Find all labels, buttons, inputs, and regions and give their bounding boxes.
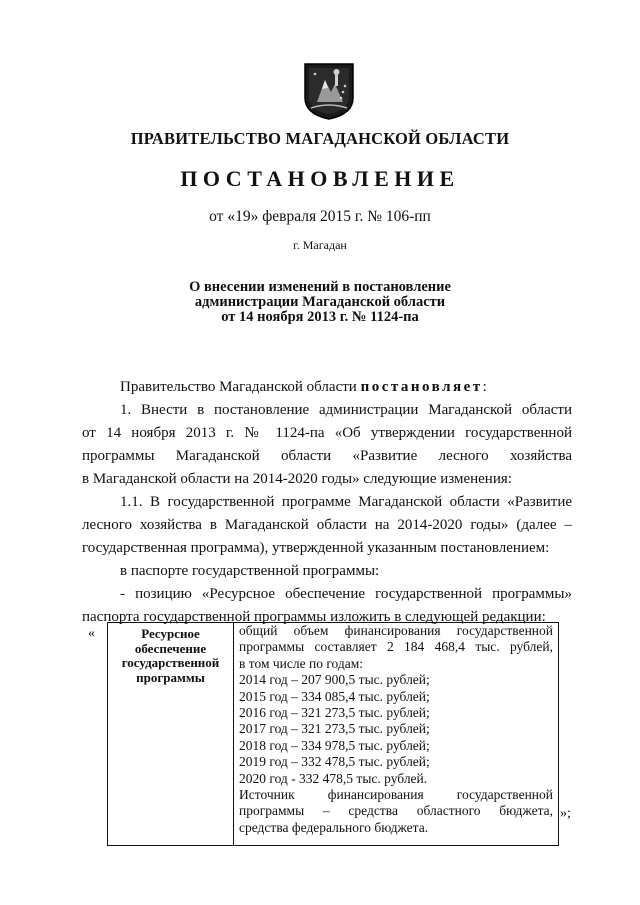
year-funding-line: 2016 год – 321 273,5 тыс. рублей; — [239, 705, 430, 721]
table-label-cell — [108, 623, 234, 845]
preamble-text: Правительство Магаданской области — [120, 379, 361, 395]
text-line: 1. Внести в постановление администрации Магаданской области — [120, 402, 572, 418]
coat-of-arms-icon — [303, 62, 355, 120]
label-line: государственной — [121, 655, 220, 670]
year-funding-line: 2018 год – 334 978,5 тыс. рублей; — [239, 737, 430, 753]
subject-line: О внесении изменений в постановление — [189, 279, 451, 295]
label-line: Ресурсное — [141, 626, 200, 641]
value-line: программы составляет 2 184 468,4 тыс. рублей, — [239, 639, 553, 655]
government-title: ПРАВИТЕЛЬСТВО МАГАДАНСКОЙ ОБЛАСТИ — [130, 129, 510, 148]
text-line: лесного хозяйства в Магаданской области на 2014-2020 годы» (далее – — [82, 517, 572, 533]
document-city: г. Магадан — [293, 238, 347, 252]
year-funding-line: 2015 год – 334 085,4 тыс. рублей; — [239, 688, 430, 704]
label-line: программы — [136, 669, 205, 685]
text-line: - позицию «Ресурсное обеспечение государственной программы» — [120, 586, 572, 602]
document-date-number: от «19» февраля 2015 г. № 106-пп — [209, 208, 431, 225]
paragraph-passport: в паспорте государственной программы: — [120, 563, 380, 579]
table-close-quote: »; — [560, 806, 571, 821]
preamble-keyword: постановляет — [360, 379, 483, 395]
value-line: общий объем финансирования государственной — [239, 623, 553, 638]
year-funding-line: 2017 год – 321 273,5 тыс. рублей; — [239, 721, 430, 737]
resource-table — [107, 622, 559, 846]
subject-line: администрации Магаданской области — [194, 294, 446, 310]
source-line: средства федерального бюджета. — [239, 819, 429, 835]
text-line: от 14 ноября 2013 г. № 1124-па «Об утверждении государственной — [82, 425, 572, 441]
year-funding-line: 2020 год - 332 478,5 тыс. рублей. — [239, 770, 428, 786]
text-line: в Магаданской области на 2014-2020 годы» следующие изменения: — [82, 471, 512, 487]
preamble-colon: : — [482, 379, 487, 395]
label-line: обеспечение — [134, 640, 207, 656]
document-subject — [0, 280, 640, 325]
source-line: программы – средства областного бюджета, — [239, 803, 553, 819]
table-open-quote: « — [88, 626, 95, 641]
table-value-cell — [239, 623, 553, 836]
document-type-title: ПОСТАНОВЛЕНИЕ — [180, 166, 460, 191]
text-line: государственная программа), утвержденной указанным постановлением: — [82, 540, 550, 556]
paragraph-1-1 — [82, 491, 572, 560]
document-body — [82, 376, 572, 629]
preamble-paragraph — [82, 376, 572, 399]
text-line: 1.1. В государственной программе Магаданской области «Развитие — [120, 494, 572, 510]
year-funding-line: 2014 год – 207 900,5 тыс. рублей; — [239, 672, 430, 688]
paragraph-1 — [82, 399, 572, 491]
source-line: Источник финансирования государственной — [239, 787, 553, 803]
year-funding-line: 2019 год – 332 478,5 тыс. рублей; — [239, 754, 430, 770]
text-line: паспорта государственной программы изложить в следующей редакции: — [82, 609, 546, 625]
subject-line: от 14 ноября 2013 г. № 1124-па — [221, 309, 419, 325]
text-line: программы Магаданской области «Развитие лесного хозяйства — [82, 448, 572, 464]
value-line: в том числе по годам: — [239, 655, 364, 671]
